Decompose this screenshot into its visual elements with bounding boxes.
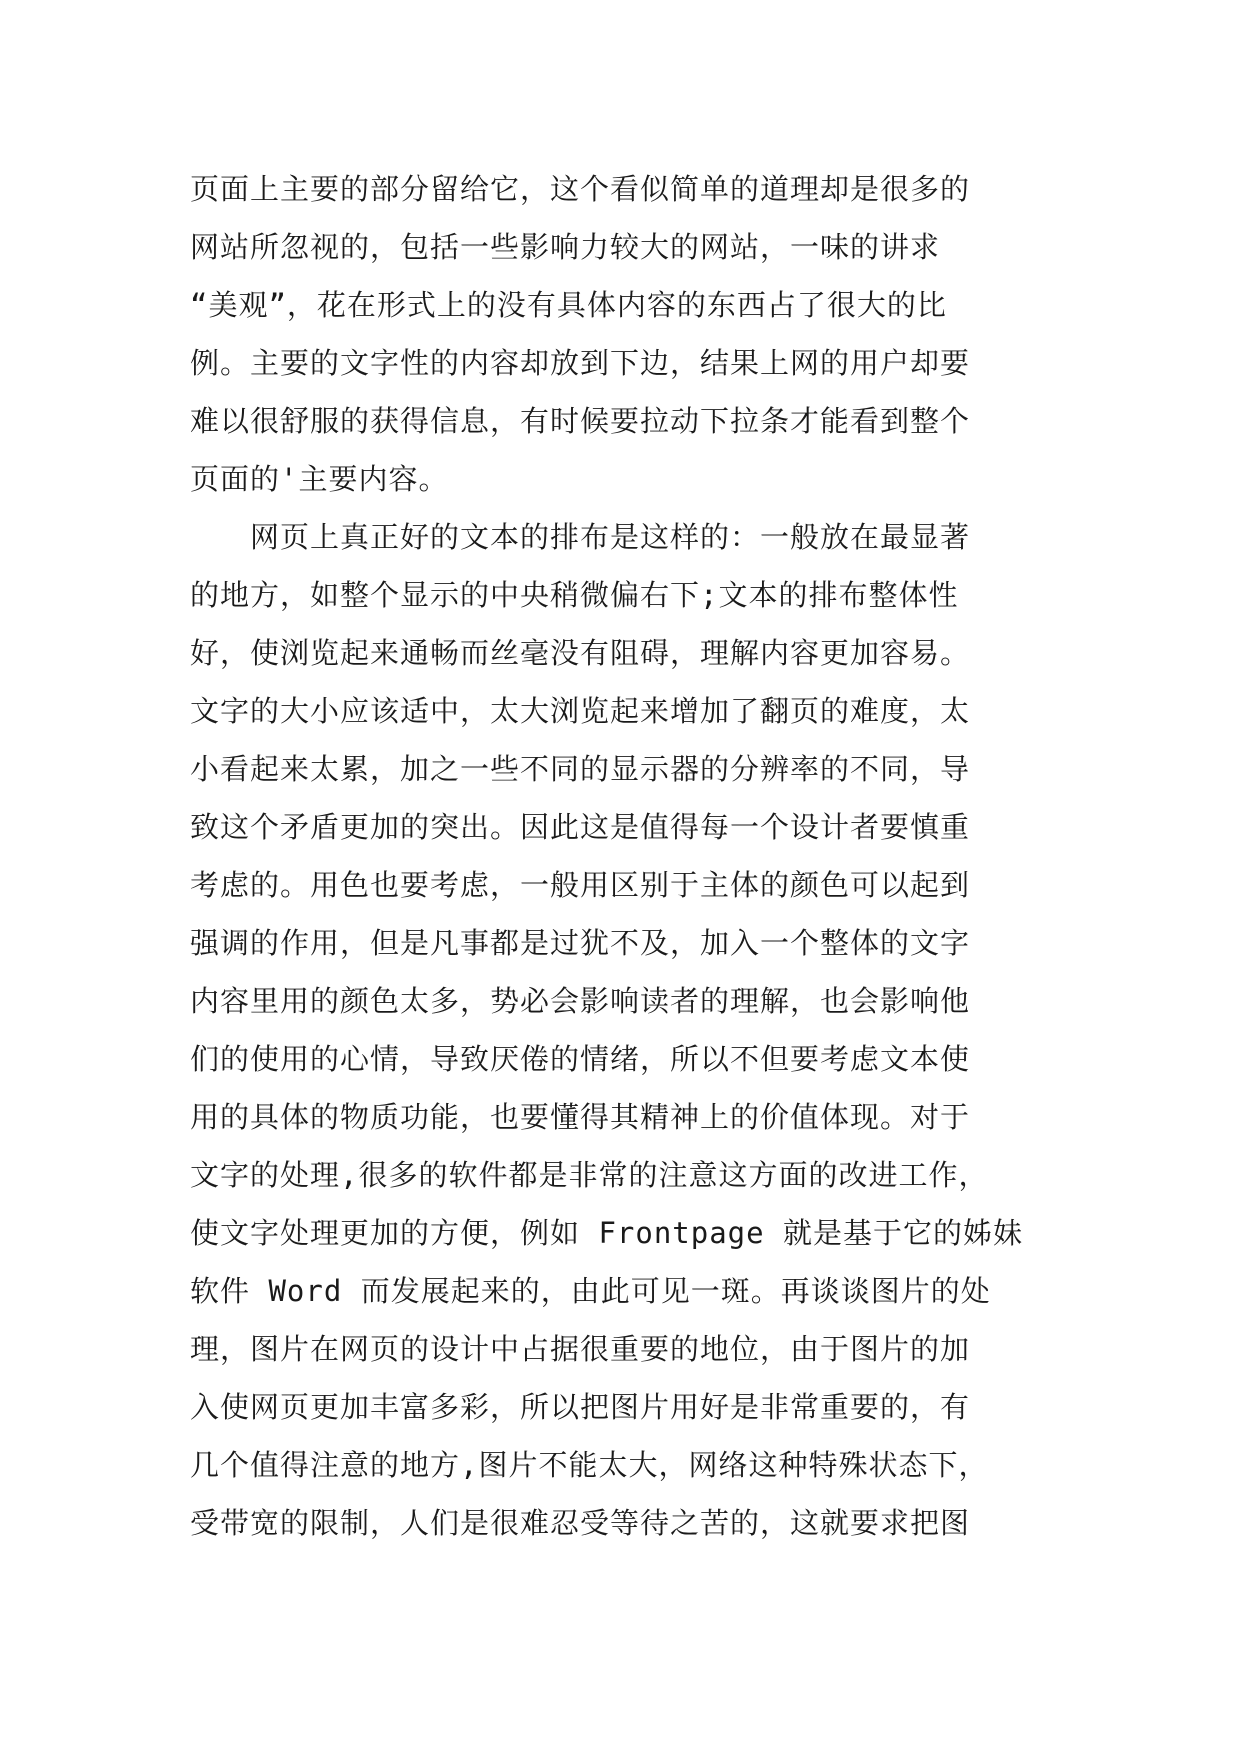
text-line: 强调的作用，但是凡事都是过犹不及，加入一个整体的文字: [190, 926, 971, 960]
text-line: 使文字处理更加的方便，例如 Frontpage 就是基于它的姊妹: [190, 1216, 1024, 1250]
text-line: 们的使用的心情，导致厌倦的情绪，所以不但要考虑文本使: [190, 1042, 971, 1076]
text-line: 理，图片在网页的设计中占据很重要的地位，由于图片的加: [190, 1332, 971, 1366]
text-line: 考虑的。用色也要考虑，一般用区别于主体的颜色可以起到: [190, 868, 971, 902]
body-text: [190, 160, 1070, 1552]
text-line: 页面上主要的部分留给它，这个看似简单的道理却是很多的: [190, 172, 971, 206]
text-line: 网站所忽视的，包括一些影响力较大的网站，一味的讲求: [190, 230, 941, 264]
text-line: 几个值得注意的地方,图片不能太大，网络这种特殊状态下，: [190, 1448, 989, 1482]
text-line: 文字的大小应该适中，太大浏览起来增加了翻页的难度，太: [190, 694, 971, 728]
text-line: 页面的'主要内容。: [190, 462, 449, 496]
text-line: 小看起来太累，加之一些不同的显示器的分辨率的不同，导: [190, 752, 971, 786]
text-line: 难以很舒服的获得信息，有时候要拉动下拉条才能看到整个: [190, 404, 971, 438]
text-line: 受带宽的限制，人们是很难忍受等待之苦的，这就要求把图: [190, 1506, 971, 1540]
text-line: 的地方，如整个显示的中央稍微偏右下;文本的排布整体性: [190, 578, 959, 612]
text-line: 入使网页更加丰富多彩，所以把图片用好是非常重要的，有: [190, 1390, 971, 1424]
text-line: 好，使浏览起来通畅而丝毫没有阻碍，理解内容更加容易。: [190, 636, 971, 670]
text-line: 软件 Word 而发展起来的，由此可见一斑。再谈谈图片的处: [190, 1274, 991, 1308]
text-line: 致这个矛盾更加的突出。因此这是值得每一个设计者要慎重: [190, 810, 971, 844]
text-line: 文字的处理,很多的软件都是非常的注意这方面的改进工作，: [190, 1158, 989, 1192]
text-line: 内容里用的颜色太多，势必会影响读者的理解，也会影响他: [190, 984, 971, 1018]
text-line: 网页上真正好的文本的排布是这样的：一般放在最显著: [190, 520, 971, 554]
text-line: 用的具体的物质功能，也要懂得其精神上的价值体现。对于: [190, 1100, 971, 1134]
text-line: “美观”，花在形式上的没有具体内容的东西占了很大的比: [190, 288, 947, 322]
text-line: 例。主要的文字性的内容却放到下边，结果上网的用户却要: [190, 346, 971, 380]
